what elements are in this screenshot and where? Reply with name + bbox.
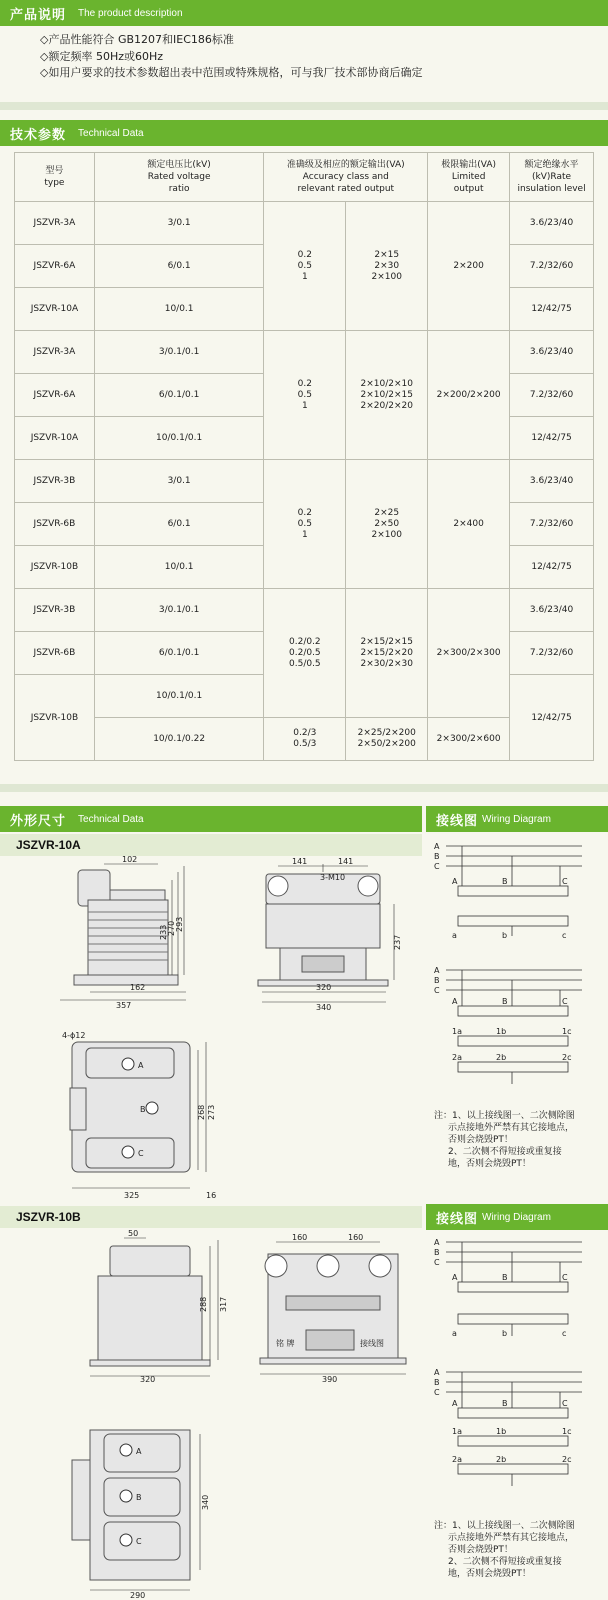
terminal-a: A [138, 1061, 144, 1070]
side-view-a [60, 855, 190, 1010]
cell-text: 1 [301, 400, 308, 411]
header-text: 额定电压比(kV) [147, 160, 211, 170]
cell-insulation: 12/42/75 [510, 288, 594, 331]
phi-label: 4-ϕ12 [62, 1031, 86, 1040]
wiring-title: 接线图 [436, 813, 479, 829]
phase-a: A [434, 842, 440, 851]
cell-ratio: 10/0.1 [94, 546, 264, 589]
cell-ratio: 6/0.1/0.1 [94, 632, 264, 675]
cell-accuracy [264, 718, 346, 761]
table-row [15, 202, 594, 245]
nameplate-label: 铭 牌 [276, 1339, 295, 1348]
note-line: 2、二次侧不得短接或重复接 [448, 1557, 562, 1567]
header-text: Limited [451, 172, 486, 182]
header-text: 型号 [45, 166, 64, 176]
cell-text: 0.2 [297, 378, 312, 389]
note-line: 注：1、以上接线图一、二次侧除图 [434, 1521, 575, 1531]
cell-insulation: 7.2/32/60 [510, 374, 594, 417]
header-accuracy [264, 153, 428, 202]
note-line: 注：1、以上接线图一、二次侧除图 [434, 1111, 575, 1121]
cell-text: 0.2/0.5 [289, 647, 321, 658]
cell-limited: 2×400 [428, 460, 510, 589]
dim-50: 50 [128, 1229, 139, 1238]
secondary-1a: 1a [452, 1427, 462, 1436]
dim-320: 320 [140, 1375, 156, 1384]
section-divider [0, 784, 608, 792]
table-row [15, 460, 594, 503]
header-text: ratio [168, 184, 190, 194]
wiring-title: 接线图 [436, 1211, 479, 1227]
phase-a: A [434, 1238, 440, 1247]
phase-a: A [434, 966, 440, 975]
top-view-a [60, 1030, 230, 1200]
table-row [15, 331, 594, 374]
model-label-a: JSZVR-10A [16, 838, 81, 852]
primary-c: C [562, 997, 568, 1006]
phase-c: C [434, 986, 440, 995]
cell-text: 2×15/2×15 [360, 636, 413, 647]
desc-line: ◇ 额定频率 50Hz或60Hz [40, 49, 422, 66]
cell-insulation: 12/42/75 [510, 417, 594, 460]
dim-141-right: 141 [338, 857, 354, 866]
header-text: Accuracy class and [302, 172, 389, 182]
cell-ratio: 6/0.1/0.1 [94, 374, 264, 417]
header-text: 额定绝缘水平 [524, 160, 579, 170]
spec-table [14, 152, 594, 761]
secondary-2b: 2b [496, 1455, 507, 1464]
dim-340: 340 [316, 1003, 332, 1012]
terminal-c: C [138, 1149, 144, 1158]
header-text: relevant rated output [297, 184, 395, 194]
dim-288: 288 [199, 1296, 208, 1312]
secondary-1c: 1c [562, 1427, 572, 1436]
dim-340: 340 [201, 1494, 210, 1510]
wiring-note-a [434, 1110, 575, 1170]
cell-insulation: 3.6/23/40 [510, 460, 594, 503]
cell-insulation: 7.2/32/60 [510, 245, 594, 288]
cell-ratio: 3/0.1 [94, 460, 264, 503]
phase-c: C [434, 1388, 440, 1397]
cell-insulation: 3.6/23/40 [510, 589, 594, 632]
terminal-b: B [136, 1493, 142, 1502]
dim-293: 293 [175, 916, 184, 932]
cell-text: 0.5 [297, 260, 312, 271]
secondary-a: a [452, 1329, 457, 1338]
cell-text: 0.2/3 [293, 728, 317, 738]
primary-b: B [502, 1399, 508, 1408]
cell-text: 2×30/2×30 [360, 658, 413, 669]
primary-c: C [562, 1399, 568, 1408]
header-limited [428, 153, 510, 202]
dimensions-subtitle: Technical Data [78, 813, 144, 825]
technical-subtitle: Technical Data [78, 127, 144, 139]
secondary-2c: 2c [562, 1053, 572, 1062]
header-text: type [44, 178, 65, 188]
header-text: Rated voltage [147, 172, 211, 182]
cell-text: 1 [301, 271, 308, 282]
secondary-b: b [502, 931, 508, 940]
cell-limited: 2×200 [428, 202, 510, 331]
cell-output [346, 202, 428, 331]
front-view-b [256, 1232, 416, 1382]
dim-237: 237 [393, 934, 402, 950]
primary-a: A [452, 997, 458, 1006]
wiring-note-b [434, 1520, 575, 1580]
cell-text: 2×15/2×20 [360, 647, 413, 658]
cell-text: 0.5 [297, 389, 312, 400]
cell-type: JSZVR-3B [15, 460, 95, 503]
note-line: 否则会烧毁PT！ [448, 1135, 513, 1145]
secondary-2b: 2b [496, 1053, 507, 1062]
dim-320: 320 [316, 983, 332, 992]
cell-limited: 2×300/2×300 [428, 589, 510, 718]
product-header-bar [0, 0, 608, 26]
primary-b: B [502, 1273, 508, 1282]
desc-line: ◇ 如用户要求的技术参数超出表中范围或特殊规格，可与我厂技术部协商后确定 [40, 65, 422, 82]
primary-b: B [502, 877, 508, 886]
model-label-bar-a [0, 834, 422, 856]
wiring-header-bar-b [426, 1204, 608, 1230]
wiring-subtitle: Wiring Diagram [482, 1211, 551, 1223]
secondary-1c: 1c [562, 1027, 572, 1036]
cell-insulation: 3.6/23/40 [510, 331, 594, 374]
cell-text: 2×25/2×200 [357, 728, 416, 738]
cell-text: 2×100 [371, 529, 402, 540]
secondary-2a: 2a [452, 1455, 462, 1464]
dimensions-title: 外形尺寸 [10, 813, 67, 829]
cell-output [346, 331, 428, 460]
cell-ratio: 10/0.1/0.1 [94, 417, 264, 460]
cell-text: 0.5 [297, 518, 312, 529]
dim-16: 16 [206, 1191, 217, 1200]
cell-ratio: 10/0.1 [94, 288, 264, 331]
secondary-2a: 2a [452, 1053, 462, 1062]
note-line: 示点接地外严禁有其它接地点， [448, 1123, 575, 1133]
primary-c: C [562, 1273, 568, 1282]
cell-accuracy [264, 589, 346, 718]
secondary-1a: 1a [452, 1027, 462, 1036]
note-line: 2、二次侧不得短接或重复接 [448, 1147, 562, 1157]
dim-270: 270 [167, 920, 176, 936]
cell-ratio: 3/0.1 [94, 202, 264, 245]
cell-text: 2×30 [374, 260, 400, 271]
cell-output [346, 718, 428, 761]
note-line: 地，否则会烧毁PT！ [448, 1569, 531, 1579]
dim-102: 102 [122, 855, 138, 864]
terminal-b: B [140, 1105, 146, 1114]
cell-text: 0.2 [297, 507, 312, 518]
terminal-c: C [136, 1537, 142, 1546]
model-label-bar-b [0, 1206, 422, 1228]
cell-type: JSZVR-6B [15, 632, 95, 675]
primary-a: A [452, 1273, 458, 1282]
technical-header-bar [0, 120, 608, 146]
dim-233: 233 [159, 924, 168, 940]
cell-insulation: 12/42/75 [510, 675, 594, 761]
product-subtitle: The product description [78, 7, 183, 19]
cell-text: 2×50 [374, 518, 400, 529]
primary-c: C [562, 877, 568, 886]
cell-text: 2×10/2×10 [360, 378, 413, 389]
header-type [15, 153, 95, 202]
dim-273: 273 [207, 1104, 216, 1120]
desc-line: ◇ 产品性能符合 GB1207和IEC186标准 [40, 32, 422, 49]
dim-290: 290 [130, 1591, 146, 1600]
note-line: 否则会烧毁PT！ [448, 1545, 513, 1555]
cell-text: 0.2 [297, 249, 312, 260]
table-row [15, 718, 594, 761]
cell-text: 0.2/0.2 [289, 636, 321, 647]
cell-text: 2×15 [374, 249, 400, 260]
phase-b: B [434, 852, 440, 861]
secondary-a: a [452, 931, 457, 940]
cell-type: JSZVR-10B [15, 675, 95, 761]
secondary-1b: 1b [496, 1027, 507, 1036]
header-text: output [453, 184, 484, 194]
cell-insulation: 3.6/23/40 [510, 202, 594, 245]
m10-label: 3-M10 [320, 873, 346, 882]
secondary-c: c [562, 1329, 567, 1338]
cell-insulation: 7.2/32/60 [510, 632, 594, 675]
secondary-c: c [562, 931, 567, 940]
terminal-a: A [136, 1447, 142, 1456]
dim-268: 268 [197, 1104, 206, 1120]
phase-c: C [434, 1258, 440, 1267]
phase-c: C [434, 862, 440, 871]
dim-317: 317 [219, 1296, 228, 1312]
phase-b: B [434, 1248, 440, 1257]
cell-text: 0.5/0.5 [289, 658, 321, 669]
dim-160-right: 160 [348, 1233, 364, 1242]
header-text: (kV)Rate [532, 172, 572, 182]
cell-accuracy [264, 460, 346, 589]
cell-type: JSZVR-6A [15, 245, 95, 288]
cell-output [346, 460, 428, 589]
phase-b: B [434, 976, 440, 985]
cell-ratio: 10/0.1/0.1 [94, 675, 264, 718]
technical-title: 技术参数 [10, 127, 67, 143]
cell-type: JSZVR-10A [15, 417, 95, 460]
cell-type: JSZVR-10B [15, 546, 95, 589]
header-text: 准确级及相应的额定输出(VA) [286, 160, 405, 170]
primary-b: B [502, 997, 508, 1006]
secondary-1b: 1b [496, 1427, 507, 1436]
secondary-2c: 2c [562, 1455, 572, 1464]
wiring-header-bar-a [426, 806, 608, 832]
header-text: insulation level [517, 184, 586, 194]
dim-141-left: 141 [292, 857, 308, 866]
product-title: 产品说明 [10, 7, 67, 23]
cell-limited: 2×300/2×600 [428, 718, 510, 761]
cell-type: JSZVR-3A [15, 331, 95, 374]
dimensions-header-bar [0, 806, 422, 832]
cell-ratio: 6/0.1 [94, 503, 264, 546]
cell-ratio: 10/0.1/0.22 [94, 718, 264, 761]
side-view-b [80, 1229, 230, 1384]
cell-type: JSZVR-10A [15, 288, 95, 331]
header-text: 极限输出(VA) [441, 160, 497, 170]
cell-text: 2×100 [371, 271, 402, 282]
front-view-a [258, 857, 420, 1012]
cell-text: 2×50/2×200 [357, 739, 416, 749]
cell-insulation: 12/42/75 [510, 546, 594, 589]
wiring-diagram-a [432, 840, 602, 1100]
phase-a: A [434, 1368, 440, 1377]
wiring-subtitle: Wiring Diagram [482, 813, 551, 825]
cell-text: 2×25 [374, 507, 400, 518]
cell-text: 2×10/2×15 [360, 389, 413, 400]
cell-output [346, 589, 428, 718]
cell-text: 1 [301, 529, 308, 540]
table-row [15, 589, 594, 632]
dim-357: 357 [116, 1001, 132, 1010]
secondary-b: b [502, 1329, 508, 1338]
cell-type: JSZVR-6A [15, 374, 95, 417]
dim-390: 390 [322, 1375, 338, 1384]
dim-160-left: 160 [292, 1233, 308, 1242]
header-ratio [94, 153, 264, 202]
cell-text: 2×20/2×20 [360, 400, 413, 411]
model-label-b: JSZVR-10B [16, 1210, 81, 1224]
wiring-diagram-b [432, 1236, 602, 1498]
primary-a: A [452, 877, 458, 886]
cell-accuracy [264, 202, 346, 331]
cell-text: 0.5/3 [293, 739, 317, 749]
phase-b: B [434, 1378, 440, 1387]
cell-type: JSZVR-6B [15, 503, 95, 546]
product-description [40, 32, 422, 82]
cell-ratio: 3/0.1/0.1 [94, 589, 264, 632]
note-line: 示点接地外严禁有其它接地点， [448, 1533, 575, 1543]
section-divider [0, 102, 608, 110]
cell-type: JSZVR-3B [15, 589, 95, 632]
cell-accuracy [264, 331, 346, 460]
primary-a: A [452, 1399, 458, 1408]
cell-type: JSZVR-3A [15, 202, 95, 245]
top-view-b [60, 1420, 220, 1600]
wiring-plate-label: 接线图 [360, 1339, 384, 1348]
table-header-row [15, 153, 594, 202]
dim-325: 325 [124, 1191, 140, 1200]
header-insulation [510, 153, 594, 202]
cell-insulation: 7.2/32/60 [510, 503, 594, 546]
cell-limited: 2×200/2×200 [428, 331, 510, 460]
cell-ratio: 6/0.1 [94, 245, 264, 288]
cell-ratio: 3/0.1/0.1 [94, 331, 264, 374]
dim-162: 162 [130, 983, 146, 992]
note-line: 地，否则会烧毁PT！ [448, 1159, 531, 1169]
